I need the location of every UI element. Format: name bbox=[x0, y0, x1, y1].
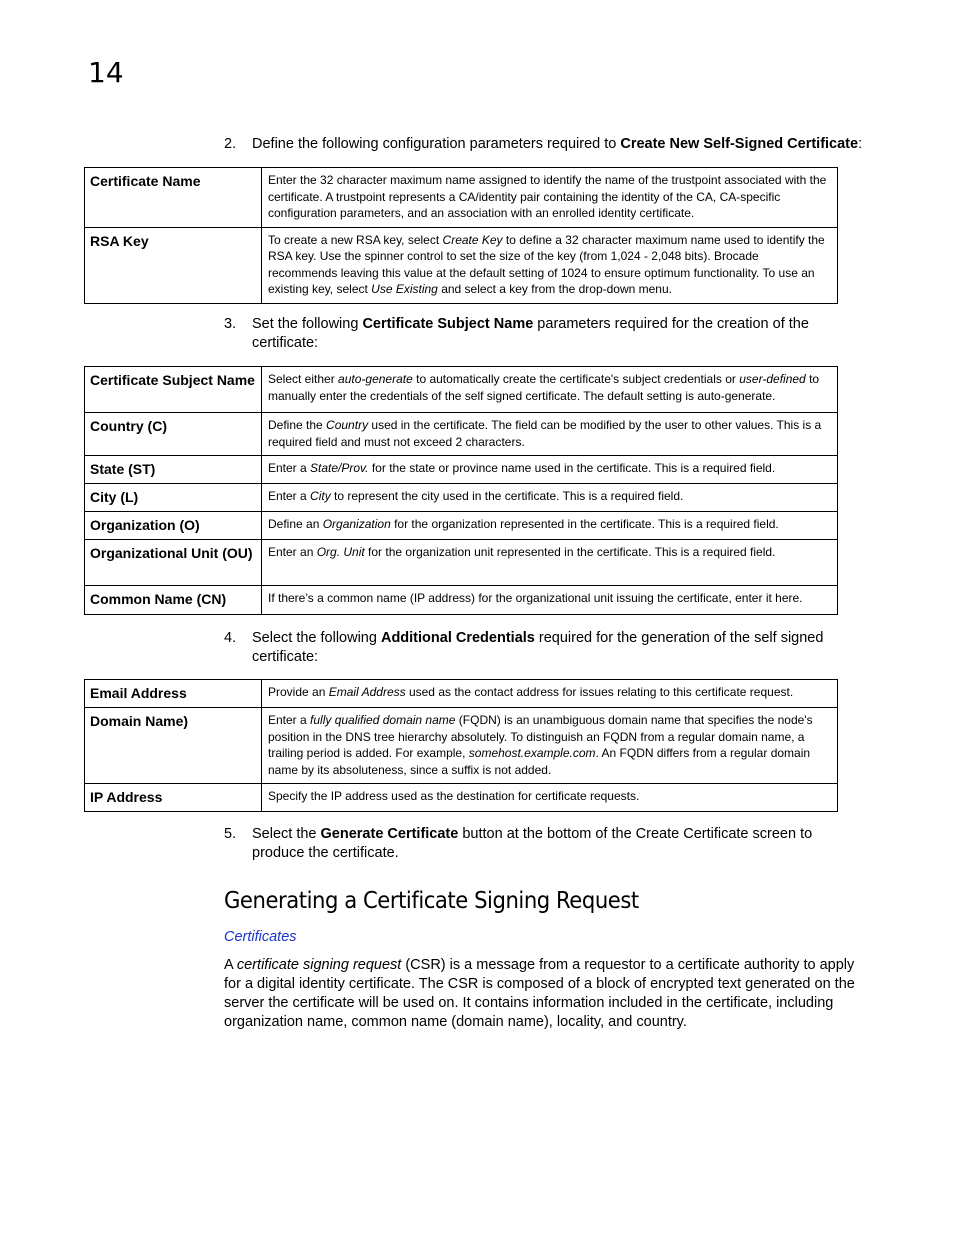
table-row bbox=[85, 680, 838, 708]
step-text bbox=[252, 315, 864, 353]
step-text-pre: Define the following configuration parameters required to bbox=[252, 136, 621, 152]
desc-part: for the organization represented in the certificate. This is a required field. bbox=[390, 517, 779, 531]
step-text-bold: Generate Certificate bbox=[320, 826, 459, 842]
desc-part: Define an bbox=[268, 517, 323, 531]
desc-part: Select either bbox=[268, 372, 339, 386]
desc-part: used as the contact address for issues relating to this certificate request. bbox=[405, 685, 794, 699]
desc-italic: Org. Unit bbox=[316, 545, 365, 559]
param-term: City (L) bbox=[85, 484, 262, 512]
desc-part: to manually enter the credentials of the self signed certificate. The default setting is auto-generate. bbox=[268, 372, 820, 403]
table-row bbox=[85, 708, 838, 784]
table-row bbox=[85, 784, 838, 812]
body-italic: certificate signing request bbox=[236, 957, 402, 973]
step-text-pre: Set the following bbox=[252, 316, 363, 332]
desc-part: Enter a bbox=[268, 489, 311, 503]
step-2 bbox=[224, 135, 864, 154]
desc-italic: Country bbox=[326, 418, 369, 432]
param-desc bbox=[262, 680, 838, 708]
desc-italic: City bbox=[310, 489, 331, 503]
step-text bbox=[252, 135, 864, 154]
table-row bbox=[85, 413, 838, 456]
step-5 bbox=[224, 825, 864, 863]
table-row bbox=[85, 456, 838, 484]
step-text bbox=[252, 629, 864, 667]
subject-name-table bbox=[84, 366, 838, 615]
desc-part: for the organization unit represented in the certificate. This is a required field. bbox=[364, 545, 776, 559]
param-term: Certificate Subject Name bbox=[85, 367, 262, 413]
param-desc: Enter the 32 character maximum name assigned to identify the name of the trustpoint associated with the certificate. A trustpoint represents a CA/identity pair containing the identity of the CA, CA-specific configuration parameters, and an association with an enrolled identity certificate. bbox=[262, 168, 838, 228]
param-desc bbox=[262, 367, 838, 413]
param-term: Domain Name) bbox=[85, 708, 262, 784]
step-4 bbox=[224, 629, 864, 667]
chapter-number: 14 bbox=[88, 56, 124, 89]
additional-credentials-table bbox=[84, 679, 838, 812]
step-number: 2. bbox=[224, 136, 237, 152]
desc-part: (FQDN) is an unambiguous domain name that specifies the node's position in the DNS tree hierarchy absolutely. To distinguish an FQDN from a regular domain name, a trailing period is added. For example, bbox=[268, 713, 813, 760]
desc-part: To create a new RSA key, select bbox=[268, 232, 443, 247]
table-row bbox=[85, 512, 838, 540]
param-term: Certificate Name bbox=[85, 168, 262, 228]
table-row bbox=[85, 227, 838, 303]
body-paragraph bbox=[224, 956, 870, 1032]
desc-part: to represent the city used in the certificate. This is a required field. bbox=[330, 489, 684, 503]
param-term: State (ST) bbox=[85, 456, 262, 484]
param-desc bbox=[262, 456, 838, 484]
desc-part: Define the bbox=[268, 418, 327, 432]
body-part: (CSR) is a message from a requestor to a certificate authority to apply for a digital identity certificate. The CSR is composed of a block of encrypted text generated on the server the certificate will be used on. It contains information included in the certificate, including organization name, common name (domain name), locality, and country. bbox=[224, 957, 855, 1030]
desc-italic: fully qualified domain name bbox=[310, 713, 456, 727]
desc-part: Provide an bbox=[268, 685, 329, 699]
step-number: 5. bbox=[224, 826, 237, 842]
step-text-bold: Additional Credentials bbox=[380, 630, 535, 646]
step-number: 3. bbox=[224, 316, 237, 332]
param-term: Common Name (CN) bbox=[85, 586, 262, 615]
desc-italic: user-defined bbox=[739, 372, 806, 386]
table-row bbox=[85, 540, 838, 586]
param-desc bbox=[262, 484, 838, 512]
param-desc bbox=[262, 227, 838, 303]
step-text-post: parameters required for the creation of the certificate: bbox=[252, 316, 809, 351]
desc-part: for the state or province name used in the certificate. This is a required field. bbox=[368, 461, 776, 475]
desc-part: to automatically create the certificate's subject credentials or bbox=[412, 372, 740, 386]
desc-part: to define a 32 character maximum name used to identify the RSA key. Use the spinner control to set the size of the key (from 1,024 - 2,048 bits). Brocade recommends leaving this value at the default setting of 1024 to ensure optimum functionality. To use an existing key, select bbox=[268, 232, 825, 296]
desc-italic: somehost.example.com bbox=[468, 746, 596, 760]
param-term: Country (C) bbox=[85, 413, 262, 456]
desc-italic: Email Address bbox=[328, 685, 406, 699]
step-text-post: : bbox=[858, 136, 863, 152]
desc-part: and select a key from the drop-down menu. bbox=[437, 282, 672, 296]
param-term: IP Address bbox=[85, 784, 262, 812]
desc-part: Enter a bbox=[268, 461, 311, 475]
step-number: 4. bbox=[224, 630, 237, 646]
self-signed-params-table bbox=[84, 167, 838, 304]
param-desc bbox=[262, 708, 838, 784]
param-term: Organization (O) bbox=[85, 512, 262, 540]
step-3 bbox=[224, 315, 864, 353]
step-text bbox=[252, 825, 864, 863]
step-text-pre: Select the following bbox=[252, 630, 381, 646]
section-heading: Generating a Certificate Signing Request bbox=[224, 888, 639, 914]
param-desc bbox=[262, 413, 838, 456]
step-text-pre: Select the bbox=[252, 826, 321, 842]
desc-part: Enter an bbox=[268, 545, 317, 559]
param-desc: If there’s a common name (IP address) for the organizational unit issuing the certificate, enter it here. bbox=[262, 586, 838, 615]
param-term: RSA Key bbox=[85, 227, 262, 303]
table-row bbox=[85, 168, 838, 228]
table-row bbox=[85, 484, 838, 512]
table-row bbox=[85, 586, 838, 615]
desc-italic: Organization bbox=[322, 517, 391, 531]
body-part: A bbox=[224, 957, 237, 973]
param-term: Email Address bbox=[85, 680, 262, 708]
step-text-bold: Certificate Subject Name bbox=[362, 316, 534, 332]
desc-part: Enter a bbox=[268, 713, 311, 727]
certificates-link[interactable]: Certificates bbox=[224, 929, 297, 945]
desc-part: used in the certificate. The field can be modified by the user to other values. This is a required field and must not exceed 2 characters. bbox=[268, 418, 822, 449]
step-text-bold: Create New Self-Signed Certificate bbox=[620, 136, 859, 152]
desc-italic: Create Key bbox=[442, 232, 503, 247]
desc-italic: State/Prov. bbox=[310, 461, 369, 475]
desc-part: . An FQDN differs from a regular domain name by its absoluteness, since a suffix is not added. bbox=[268, 746, 811, 777]
param-desc: Specify the IP address used as the destination for certificate requests. bbox=[262, 784, 838, 812]
param-desc bbox=[262, 540, 838, 586]
step-text-post: required for the generation of the self signed certificate: bbox=[252, 630, 824, 665]
desc-italic: Use Existing bbox=[371, 282, 438, 296]
table-row bbox=[85, 367, 838, 413]
step-text-post: button at the bottom of the Create Certificate screen to produce the certificate. bbox=[252, 826, 813, 861]
desc-italic: auto-generate bbox=[338, 372, 413, 386]
param-desc bbox=[262, 512, 838, 540]
param-term: Organizational Unit (OU) bbox=[85, 540, 262, 586]
